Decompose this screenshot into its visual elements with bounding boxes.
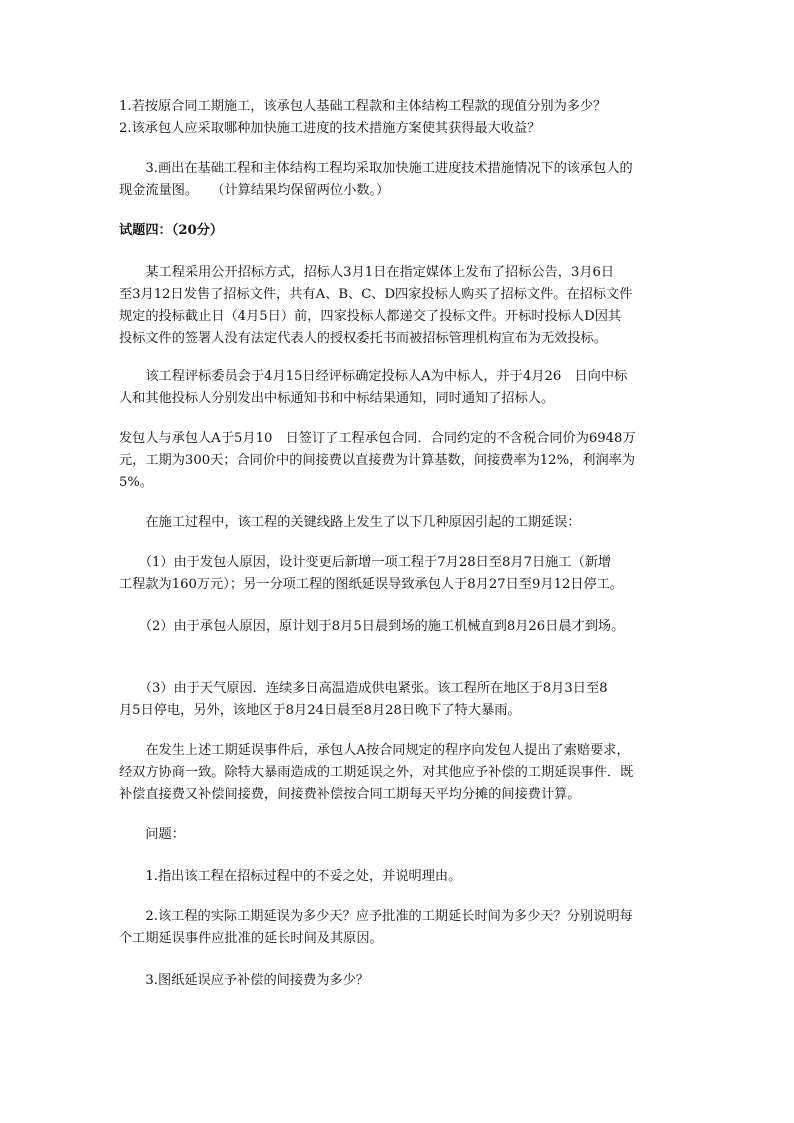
text-line: （1）由于发包人原因，设计变更后新增一项工程于7月28日至8月7日施工（新增 xyxy=(119,555,612,570)
previous-question-2: 2.该承包人应采取哪种加快施工进度的技术措施方案使其获得最大收益？ xyxy=(119,121,541,136)
text-line: 补偿直接费又补偿间接费，间接费补偿按合同工期每天平均分摊的间接费计算。 xyxy=(119,787,581,802)
text-line: 现金流量图。 （计算结果均保留两位小数。） xyxy=(119,183,390,198)
text-line: （2）由于承包人原因，原计划于8月5日晨到场的施工机械直到8月26日晨才到场。 xyxy=(119,619,625,634)
question-1 xyxy=(119,866,679,888)
previous-question-3 xyxy=(119,158,679,202)
text-line: 工程款为160万元）；另一分项工程的图纸延误导致承包人于8月27日至9月12日停工。 xyxy=(119,577,624,592)
text-line: （3）由于天气原因．连续多日高温造成供电紧张。该工程所在地区于8月3日至8 xyxy=(119,681,608,696)
questions-label: 问题： xyxy=(119,827,185,842)
question-3 xyxy=(119,970,679,992)
text-line: 2.该工程的实际工期延误为多少天？应予批准的工期延长时间为多少天？分别说明每 xyxy=(119,909,633,924)
delay-item-2 xyxy=(119,616,679,638)
text-line: 投标文件的签署人没有法定代表人的授权委托书而被招标管理机构宣布为无效投标。 xyxy=(119,331,607,346)
paragraph-contract xyxy=(119,428,679,494)
text-line: 5%。 xyxy=(119,475,154,490)
text-line: 1.指出该工程在招标过程中的不妥之处，并说明理由。 xyxy=(119,869,462,884)
paragraph-award xyxy=(119,366,679,410)
section-title: 试题四：（20分） xyxy=(119,223,224,238)
text-line: 个工期延误事件应批准的延长时间及其原因。 xyxy=(119,931,383,946)
text-line: 在发生上述工期延误事件后，承包人A按合同规定的程序向发包人提出了索赔要求， xyxy=(119,743,630,758)
text-line: 人和其他投标人分别发出中标通知书和中标结果通知，同时通知了招标人。 xyxy=(119,391,555,406)
delay-item-1 xyxy=(119,552,679,596)
previous-questions xyxy=(119,96,679,140)
question-2 xyxy=(119,906,679,950)
text-line: 3.图纸延误应予补偿的间接费为多少？ xyxy=(119,973,369,988)
text-line: 3.画出在基础工程和主体结构工程均采取加快施工进度技术措施情况下的该承包人的 xyxy=(119,161,633,176)
paragraph-claims xyxy=(119,740,679,806)
paragraph-tender-process xyxy=(119,262,679,350)
text-line: 发包人与承包人A于5月10 日签订了工程承包合同．合同约定的不含税合同价为6948万 xyxy=(119,431,636,446)
text-line: 月5日停电，另外，该地区于8月24日晨至8月28日晚下了特大暴雨。 xyxy=(119,703,521,718)
text-line: 在施工过程中，该工程的关键线路上发生了以下几种原因引起的工期延误： xyxy=(119,515,581,530)
text-line: 元，工期为300天；合同价中的间接费以直接费为计算基数，间接费率为12%，利润率为 xyxy=(119,453,636,468)
text-line: 某工程采用公开招标方式，招标人3月1日在指定媒体上发布了招标公告，3月6日 xyxy=(119,265,615,280)
text-line: 至3月12日发售了招标文件，共有A、B、C、D四家投标人购买了招标文件。在招标文件 xyxy=(119,287,633,302)
text-line: 该工程评标委员会于4月15日经评标确定投标人A为中标人，并于4月26 日向中标 xyxy=(119,369,628,384)
text-line: 规定的投标截止日（4月5日）前，四家投标人都递交了投标文件。开标时投标人D因其 xyxy=(119,309,622,324)
delay-item-3 xyxy=(119,678,679,722)
previous-question-1: 1.若按原合同工期施工，该承包人基础工程款和主体结构工程款的现值分别为多少？ xyxy=(119,99,607,114)
paragraph-delays-intro xyxy=(119,512,679,534)
text-line: 经双方协商一致。除特大暴雨造成的工期延误之外，对其他应予补偿的工期延误事件．既 xyxy=(119,765,634,780)
